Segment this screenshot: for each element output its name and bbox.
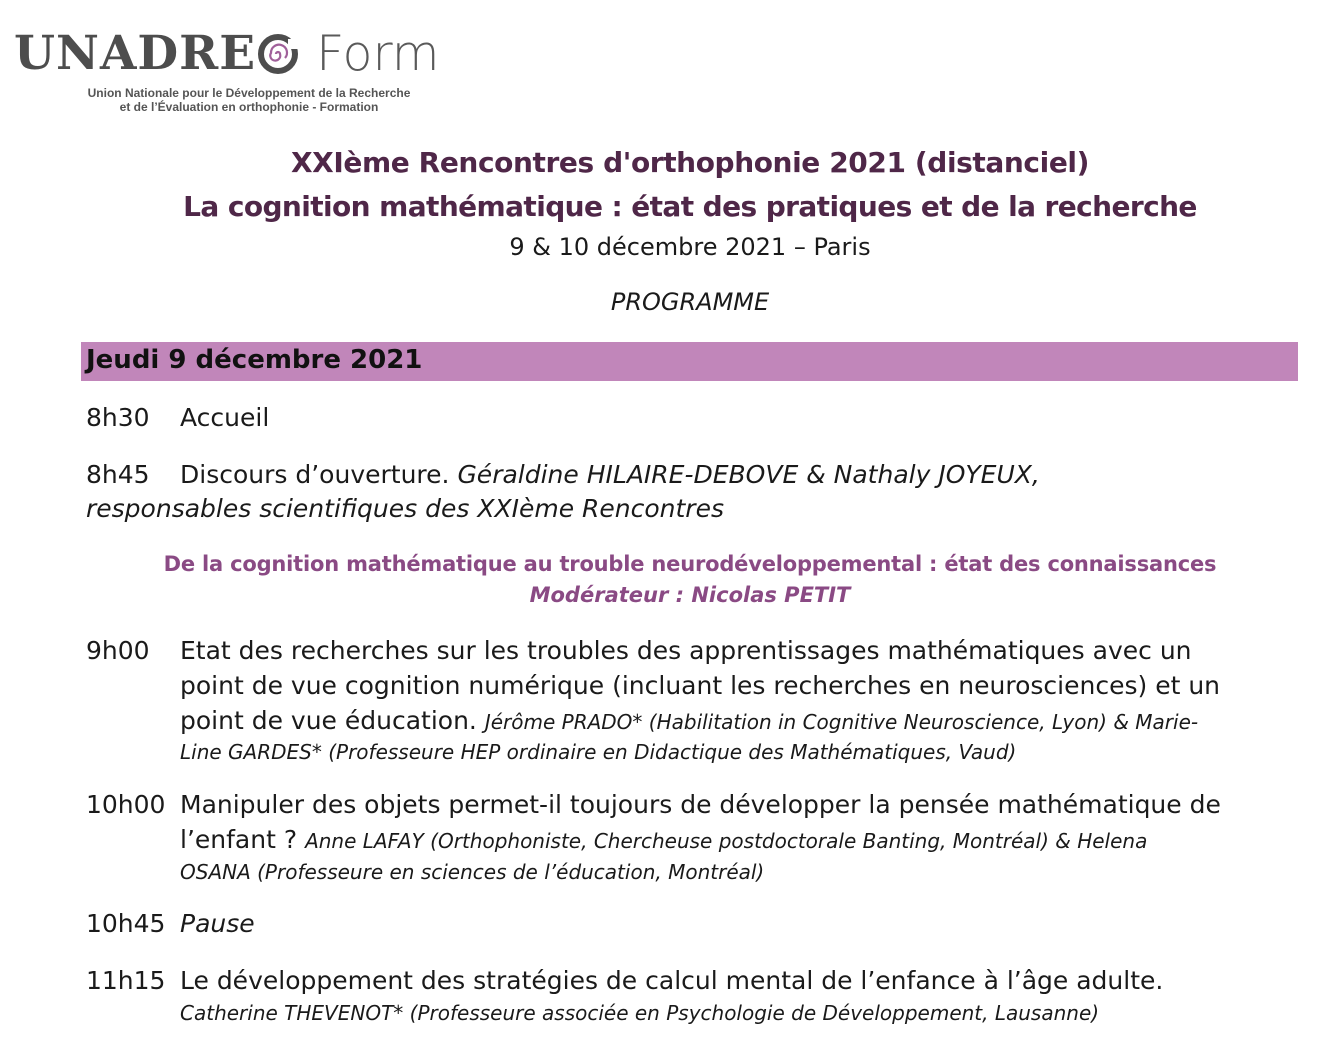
talk-title-line: Manipuler des objets permet-il toujours de développer la pensée mathématique de <box>180 790 1221 819</box>
talk-title-line: Etat des recherches sur les troubles des apprentissages mathématiques avec un <box>180 636 1192 665</box>
talk-title-end: l’enfant ? <box>180 825 298 854</box>
speakers-continued: Line GARDES* (Professeure HEP ordinaire en Didactique des Mathématiques, Vaud) <box>180 740 1017 764</box>
logo-subtitle-line2: et de l’Évaluation en orthophonie - Formation <box>119 100 379 114</box>
speakers-continued: responsables scientifiques des XXIème Rencontres <box>86 494 724 523</box>
speakers: Catherine THEVENOT* (Professeure associée en Psychologie de Développement, Lausanne) <box>180 1001 1100 1025</box>
talk-title-line: point de vue cognition numérique (incluant les recherches en neurosciences) et un <box>180 671 1221 700</box>
time-slot: 9h00 <box>86 636 150 665</box>
agenda-item: Accueil <box>180 403 270 432</box>
speakers: Anne LAFAY (Orthophoniste, Chercheuse postdoctorale Banting, Montréal) & Helena <box>305 829 1148 853</box>
logo <box>14 25 484 114</box>
agenda-item: Pause <box>180 909 255 938</box>
event-title: XXIème Rencontres d'orthophonie 2021 (distanciel) <box>290 146 1090 179</box>
talk-title-line <box>180 706 1198 735</box>
event-subtitle: La cognition mathématique : état des pratiques et de la recherche <box>183 190 1197 223</box>
logo-wordmark: UNADRE <box>14 26 257 81</box>
agenda-item <box>180 460 1040 489</box>
event-date: 9 & 10 décembre 2021 – Paris <box>509 233 871 261</box>
time-slot: 10h45 <box>86 909 166 938</box>
programme-heading: PROGRAMME <box>610 288 770 316</box>
logo-subtitle <box>14 86 484 114</box>
talk-title-end: point de vue éducation. <box>180 706 477 735</box>
session-moderator: Modérateur : Nicolas PETIT <box>529 583 851 607</box>
talk-title-line: Le développement des stratégies de calcul mental de l’enfance à l’âge adulte. <box>180 966 1164 995</box>
speakers: Géraldine HILAIRE-DEBOVE & Nathaly JOYEUX, <box>457 460 1040 489</box>
time-slot: 8h45 <box>86 460 150 489</box>
talk-title-line <box>180 825 1147 854</box>
spiral-logo-icon <box>257 33 299 75</box>
day-header <box>81 342 1298 381</box>
speakers: Jérôme PRADO* (Habilitation in Cognitive Neuroscience, Lyon) & Marie- <box>484 710 1199 734</box>
session-title: De la cognition mathématique au trouble neurodéveloppemental : état des connaissances <box>163 552 1217 576</box>
logo-subtitle-line1: Union Nationale pour le Développement de la Recherche <box>87 86 411 100</box>
time-slot: 10h00 <box>86 790 166 819</box>
logo-form-word: Form <box>316 25 440 82</box>
time-slot: 8h30 <box>86 403 150 432</box>
day-label: Jeudi 9 décembre 2021 <box>86 345 423 375</box>
speakers-continued: OSANA (Professeure en sciences de l’éducation, Montréal) <box>180 860 765 884</box>
time-slot: 11h15 <box>86 966 166 995</box>
agenda-item-text: Discours d’ouverture. <box>180 460 450 489</box>
